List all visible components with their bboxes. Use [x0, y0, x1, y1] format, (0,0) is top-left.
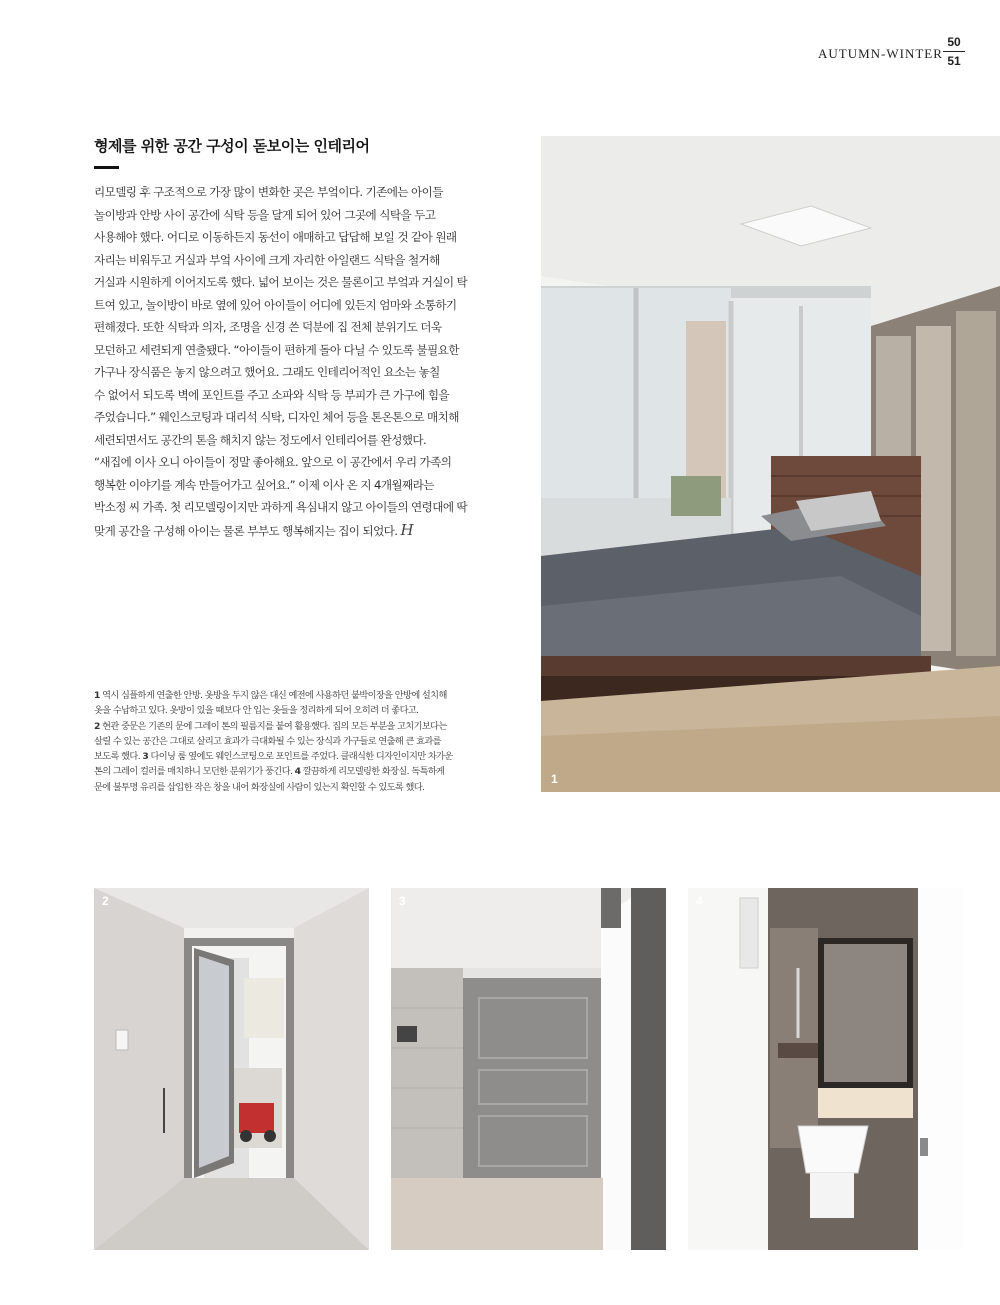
bathroom-illustration — [688, 888, 963, 1250]
photo-bedroom — [541, 136, 1000, 792]
body-line: 박소정 씨 가족. 첫 리모델링이지만 과하게 욕심내지 않고 아이들의 연령대에 딱 — [94, 500, 468, 514]
photo-number: 1 — [551, 772, 558, 786]
caption-line: 살릴 수 있는 공간은 그대로 살리고 효과가 극대화될 수 있는 장식과 가구들로 연출해 큰 효과를 — [94, 735, 441, 747]
photo-wainscoting — [391, 888, 666, 1250]
body-line: 행복한 이야기를 계속 만들어가고 싶어요.” 이제 이사 온 지 4개월째라는 — [94, 477, 434, 492]
caption-line: 문에 불투명 유리를 삽입한 작은 창을 내어 화장실에 사람이 있는지 확인할 수 있도록 했다. — [94, 781, 425, 793]
body-line — [94, 519, 476, 543]
photo-hallway — [94, 888, 369, 1250]
photo-number: 3 — [399, 894, 406, 908]
body-line: 주었습니다.” 웨인스코팅과 대리석 식탁, 디자인 체어 등을 톤온톤으로 매치해 — [94, 410, 459, 424]
title-underline — [94, 166, 119, 169]
caption-line: 옷을 수납하고 있다. 옷방이 있을 때보다 안 입는 옷들을 정리하게 되어 오히려 더 좋다고. — [94, 705, 419, 717]
caption-line: 보도록 했다. 3 다이닝 룸 옆에도 웨인스코팅으로 포인트를 주었다. 클래식한 디자인이지만 차가운 — [94, 751, 453, 763]
photo-number: 4 — [696, 894, 703, 908]
body-line: 수 없어서 되도록 벽에 포인트를 주고 소파와 식탁 등 부피가 큰 가구에 힘을 — [94, 387, 450, 402]
magazine-season-label: AUTUMN-WINTER — [818, 46, 943, 61]
page-numbers — [943, 34, 965, 69]
body-line: 사용해야 했다. 어디로 이동하든지 동선이 애매하고 답답해 보일 것 같아 원래 — [94, 230, 457, 244]
signature-mark: H — [400, 520, 413, 539]
body-line: 편해졌다. 또한 식탁과 의자, 조명을 신경 쓴 덕분에 집 전체 분위기도 더욱 — [94, 320, 442, 334]
article-body — [94, 181, 476, 542]
body-line: 트여 있고, 놀이방이 바로 옆에 있어 아이들이 어디에 있든지 엄마와 소통하기 — [94, 297, 457, 312]
article-title: 형제를 위한 공간 구성이 돋보이는 인테리어 — [94, 137, 370, 155]
hallway-illustration — [94, 888, 369, 1250]
caption-number: 4 — [294, 766, 301, 778]
photo-captions — [94, 688, 474, 795]
caption-line: 톤의 그레이 컬러를 매치하니 모던한 분위기가 풍긴다. 4 깔끔하게 리모델링한 화장실. 독특하게 — [94, 766, 445, 778]
body-line: 리모델링 후 구조적으로 가장 많이 변화한 곳은 부엌이다. 기존에는 아이들 — [94, 185, 443, 199]
body-line: 세련되면서도 공간의 톤을 해치지 않는 정도에서 인테리어를 완성했다. — [94, 432, 427, 447]
photo-number: 2 — [102, 894, 109, 908]
page-number-divider — [943, 51, 965, 52]
body-line: “새집에 이사 오니 아이들이 정말 좋아해요. 앞으로 이 공간에서 우리 가족의 — [94, 455, 452, 469]
body-line: 자리는 비워두고 거실과 부엌 사이에 크게 자리한 아일랜드 식탁을 철거해 — [94, 252, 440, 267]
caption-number: 2 — [94, 720, 100, 732]
body-line: 거실과 시원하게 이어지도록 했다. 넓어 보이는 것은 물론이고 부엌과 거실이 탁 — [94, 275, 468, 289]
caption-number: 1 — [94, 690, 100, 701]
caption-number: 3 — [142, 751, 149, 763]
bedroom-illustration — [541, 136, 1000, 792]
body-line: 놀이방과 안방 사이 공간에 식탁 등을 달게 되어 있어 그곳에 식탁을 두고 — [94, 207, 436, 222]
body-line: 가구나 장식품은 놓지 않으려고 했어요. 그래도 인테리어적인 요소는 놓칠 — [94, 365, 440, 379]
body-line-text: 맞게 공간을 구성해 아이는 물론 부부도 행복해지는 집이 되었다. — [94, 523, 398, 538]
page-number-right: 51 — [947, 54, 961, 68]
photo-bathroom — [688, 888, 963, 1250]
wainscoting-illustration — [391, 888, 666, 1250]
caption-line: 1 역시 심플하게 연출한 안방. 옷방을 두지 않은 대신 예전에 사용하던 붙박이장을 안방에 설치해 — [94, 690, 447, 701]
caption-line: 2 현관 중문은 기존의 문에 그레이 톤의 필름지를 붙여 활용했다. 집의 모든 부분을 고치기보다는 — [94, 720, 447, 732]
page-number-left: 50 — [947, 35, 961, 49]
body-line: 모던하고 세련되게 연출됐다. “아이들이 편하게 돌아 다닐 수 있도록 불필요한 — [94, 342, 459, 357]
